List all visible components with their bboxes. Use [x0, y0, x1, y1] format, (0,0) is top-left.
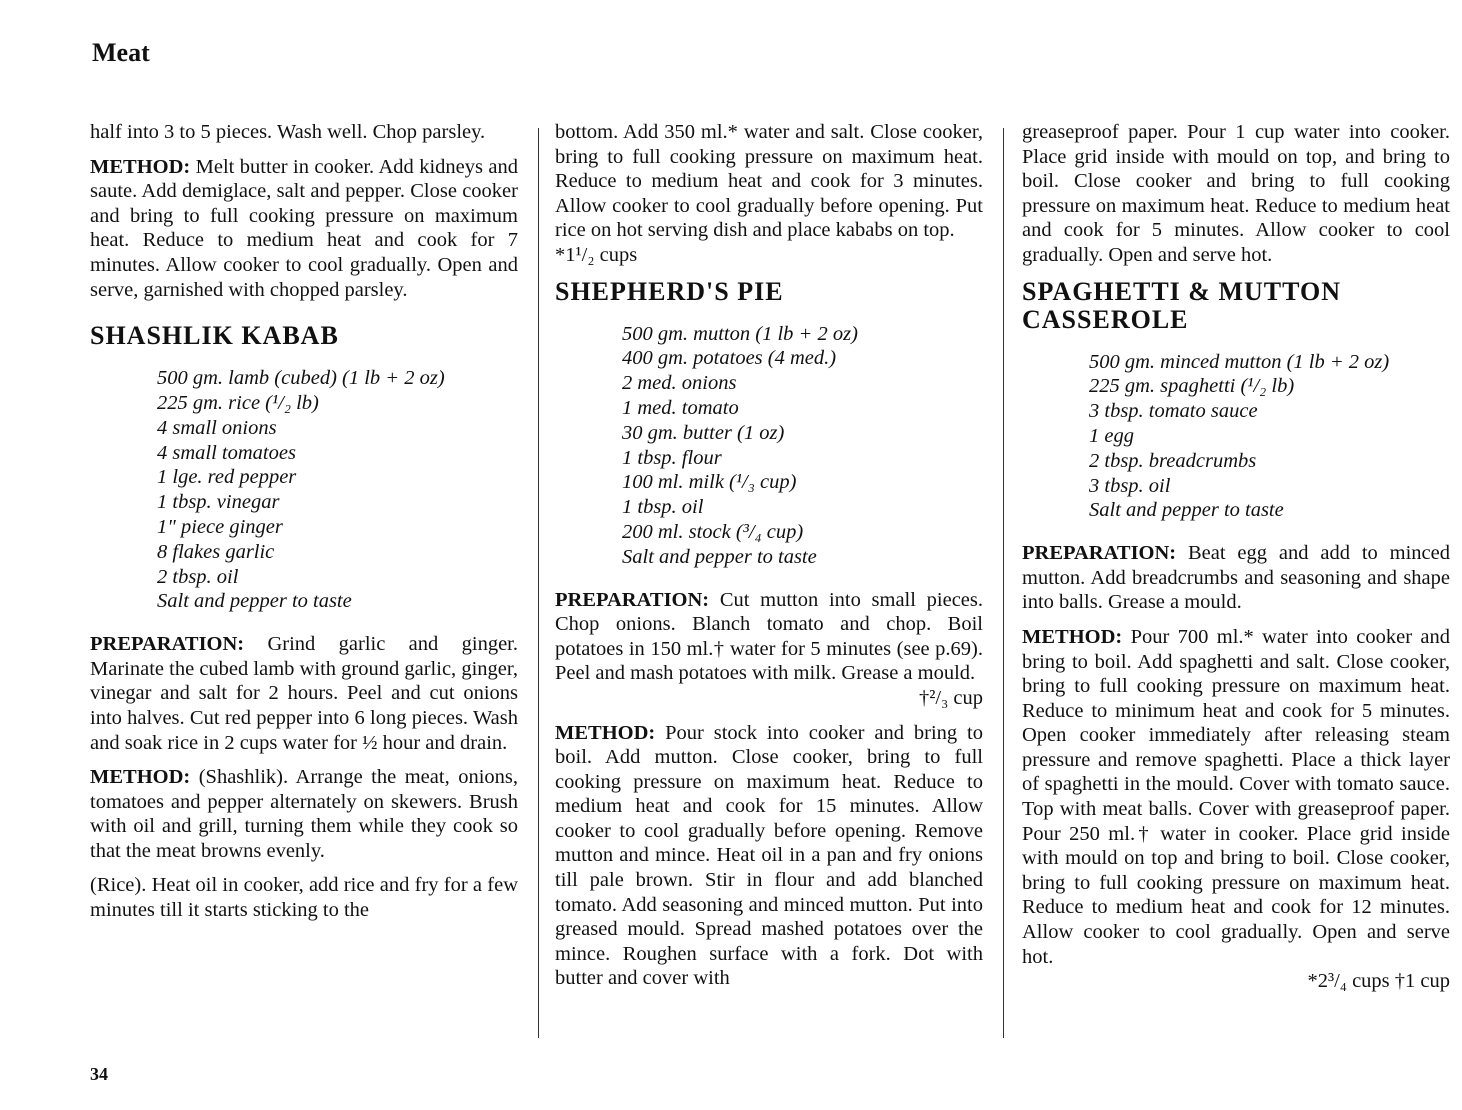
preparation-paragraph: [1022, 541, 1450, 615]
ingredient-item: 1" piece ginger: [157, 515, 283, 538]
ingredient-item: 1 egg: [1089, 424, 1134, 447]
ingredient-list: [1022, 350, 1450, 524]
ingredient-item: 2 tbsp. oil: [157, 565, 239, 588]
ingredient-list: [90, 366, 518, 614]
method-paragraph: [90, 155, 518, 303]
ingredient-item: 1 tbsp. oil: [622, 496, 704, 519]
method-label: METHOD:: [555, 721, 656, 744]
preparation-text: Beat egg and add to minced mutton. Add breadcrumbs and seasoning and shape into balls. Grease a mould.: [1022, 542, 1450, 614]
ingredient-item: 1 med. tomato: [622, 396, 739, 419]
ingredient-item: 8 flakes garlic: [157, 540, 275, 563]
ingredient-item: 2 med. onions: [622, 372, 737, 395]
method-text: Pour 700 ml.* water into cooker and bring to boil. Add spaghetti and salt. Close cooker, bring to full cooking pressure on maximum heat. Reduce to minimum heat and cook for 5 minutes. Open cooker immediately after releasing steam pressure and remove spaghetti. Place a thick layer of spaghetti in the mould. Cover with tomato sauce. Top with meat balls. Cover with greaseproof paper. Pour 250 ml.† water in cooker. Place grid inside with mould on top and bring to boil. Close cooker, bring to full cooking pressure on maximum heat. Reduce to medium heat and cook for 12 minutes. Allow cooker to cool gradually. Open and serve hot.: [1022, 625, 1450, 968]
method-paragraph: [90, 765, 518, 863]
method-paragraph: [1022, 625, 1450, 969]
preparation-paragraph: [90, 632, 518, 755]
ingredient-item: Salt and pepper to taste: [622, 545, 817, 568]
recipe-title-line: CASSEROLE: [1022, 304, 1189, 334]
ingredient-item: 1 tbsp. vinegar: [157, 491, 280, 514]
ingredient-list: [555, 322, 983, 570]
method-label: METHOD:: [90, 155, 191, 178]
ingredient-item: 500 gm. mutton (1 lb + 2 oz): [622, 322, 858, 345]
ingredient-item: 225 gm. spaghetti (¹/₂ lb): [1089, 375, 1295, 398]
ingredient-item: 3 tbsp. tomato sauce: [1089, 400, 1258, 423]
ingredient-item: 1 lge. red pepper: [157, 466, 297, 489]
ingredient-item: 3 tbsp. oil: [1089, 474, 1171, 497]
ingredient-item: 2 tbsp. breadcrumbs: [1089, 449, 1257, 472]
ingredient-item: 200 ml. stock (³/₄ cup): [622, 520, 804, 543]
method-text: Pour stock into cooker and bring to boil. Add mutton. Close cooker, bring to full cooking pressure on maximum heat. Reduce to medium heat and cook for 15 minutes. Allow cooker to cool gradually before opening. Remove mutton and mince. Heat oil in a pan and fry onions till pale brown. Stir in flour and add blanched tomato. Add seasoning and minced mutton. Put into greased mould. Spread mashed potatoes over the mince. Roughen surface with a fork. Dot with butter and cover with: [555, 721, 983, 990]
section-header: Meat: [92, 38, 150, 67]
rice-paragraph: (Rice). Heat oil in cooker, add rice and fry for a few minutes till it starts sticking to the: [90, 874, 518, 922]
method-paragraph: [555, 721, 983, 992]
method-text: Melt butter in cooker. Add kidneys and saute. Add demiglace, salt and pepper. Close cooker and bring to full cooking pressure on maximum heat. Reduce to medium heat and cook for 7 minutes. Allow cooker to cool gradually. Open and serve, garnished with chopped parsley.: [90, 155, 518, 301]
column-2: [555, 120, 983, 1040]
column-1: [90, 120, 518, 1040]
ingredient-item: 1 tbsp. flour: [622, 446, 722, 469]
recipe-title: [1022, 278, 1450, 334]
ingredient-item: 100 ml. milk (¹/₃ cup): [622, 471, 797, 494]
continued-text: half into 3 to 5 pieces. Wash well. Chop parsley.: [90, 121, 486, 143]
recipe-title: SHEPHERD'S PIE: [555, 276, 784, 306]
page-number: 34: [90, 1064, 108, 1084]
ingredient-item: 400 gm. potatoes (4 med.): [622, 347, 837, 370]
recipe-title: SHASHLIK KABAB: [90, 321, 339, 351]
method-label: METHOD:: [1022, 625, 1123, 648]
preparation-label: PREPARATION:: [1022, 542, 1177, 565]
page-body: [90, 120, 1452, 1040]
ingredient-item: 4 small onions: [157, 416, 277, 439]
continued-text: greaseproof paper. Pour 1 cup water into cooker. Place grid inside with mould on top, and bring to boil. Close cooker and bring to full cooking pressure on maximum heat. Reduce to medium heat and cook for 5 minutes. Allow cooker to cool gradually. Open and serve hot.: [1022, 121, 1450, 266]
ingredient-item: Salt and pepper to taste: [1089, 499, 1284, 522]
preparation-paragraph: [555, 588, 983, 686]
preparation-label: PREPARATION:: [555, 588, 710, 611]
method-text: (Shashlik). Arrange the meat, onions, tomatoes and pepper alternately on skewers. Brush with oil and grill, turning them while they cook so that the meat browns evenly.: [90, 766, 518, 862]
conversion-note: *1¹/₂ cups: [555, 243, 638, 266]
ingredient-item: 4 small tomatoes: [157, 441, 296, 464]
preparation-text: Cut mutton into small pieces. Chop onions. Blanch tomato and chop. Boil potatoes in 150 ml.† water for 5 minutes (see p.69). Peel and mash potatoes with milk. Grease a mould.: [555, 588, 983, 685]
column-3: [1022, 120, 1450, 1040]
conversion-note: †²/₃ cup: [919, 686, 983, 709]
ingredient-item: 500 gm. lamb (cubed) (1 lb + 2 oz): [157, 367, 445, 390]
continued-text: bottom. Add 350 ml.* water and salt. Close cooker, bring to full cooking pressure on maximum heat. Reduce to medium heat and cook for 3 minutes. Allow cooker to cool gradually before opening. Put rice on hot serving dish and place kababs on top.: [555, 121, 983, 242]
preparation-text: Grind garlic and ginger. Marinate the cubed lamb with ground garlic, ginger, vinegar and salt for 2 hours. Peel and cut onions into halves. Cut red pepper into 6 long pieces. Wash and soak rice in 2 cups water for ½ hour and drain.: [90, 633, 518, 754]
ingredient-item: Salt and pepper to taste: [157, 590, 352, 613]
method-label: METHOD:: [90, 766, 191, 789]
ingredient-item: 225 gm. rice (¹/₂ lb): [157, 391, 319, 414]
preparation-label: PREPARATION:: [90, 633, 245, 656]
ingredient-item: 30 gm. butter (1 oz): [622, 421, 785, 444]
ingredient-item: 500 gm. minced mutton (1 lb + 2 oz): [1089, 350, 1390, 373]
recipe-title-line: SPAGHETTI & MUTTON: [1022, 276, 1341, 306]
conversion-footnote: *2³/₄ cups †1 cup: [1307, 970, 1450, 993]
